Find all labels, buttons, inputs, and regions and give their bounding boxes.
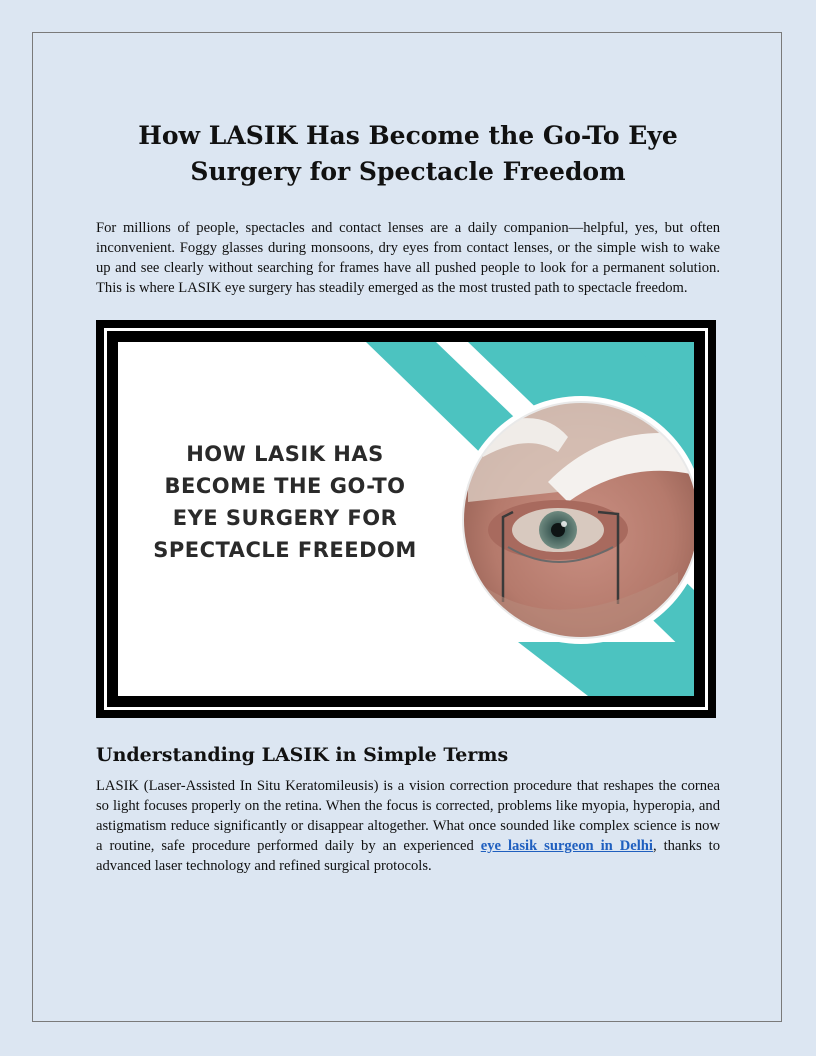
section-text-after-link: , thanks to advanced laser technology and refined surgical protocols.	[96, 838, 720, 874]
article-title: How LASIK Has Become the Go-To Eye Surgery for Spectacle Freedom	[138, 121, 678, 186]
section-text-before-link: LASIK (Laser-Assisted In Situ Keratomileusis) is a vision correction procedure that reshapes the cornea so light focuses properly on the retina. When the focus is corrected, problems like myopia, hyperopia, and astigmatism reduce significantly or disappear altogether. What once sounded like complex science is now a routine, safe procedure performed daily by an experienced	[96, 778, 720, 854]
surgeon-link[interactable]: eye lasik surgeon in Delhi	[480, 838, 653, 854]
article	[96, 118, 720, 876]
section-heading: Understanding LASIK in Simple Terms	[96, 744, 509, 766]
section-paragraph	[96, 776, 720, 876]
hero-title-text: HOW LASIK HAS BECOME THE GO-TO EYE SURGERY FOR SPECTACLE FREEDOM	[153, 442, 417, 562]
intro-paragraph: For millions of people, spectacles and contact lenses are a daily companion—helpful, yes, but often inconvenient. Foggy glasses during monsoons, dry eyes from contact lenses, or the simple wish to wake up and see clearly without searching for frames have all pushed people to look for a permanent solution. This is where LASIK eye surgery has steadily emerged as the most trusted path to spectacle freedom.	[96, 220, 720, 296]
hero-image	[96, 320, 716, 718]
hero-card	[118, 342, 694, 696]
